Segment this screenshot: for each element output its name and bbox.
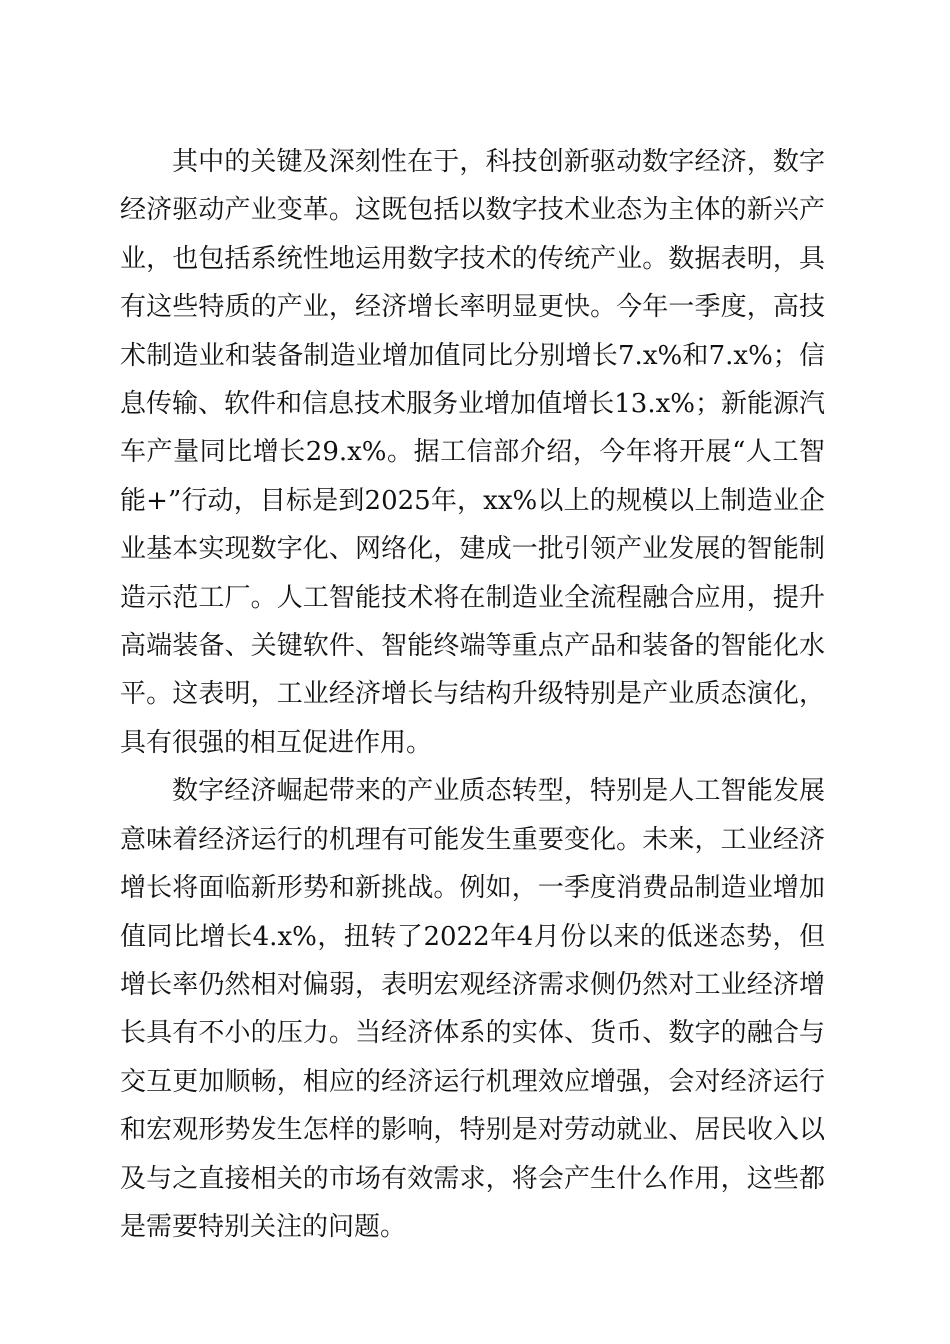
paragraph-2: 数字经济崛起带来的产业质态转型，特别是人工智能发展意味着经济运行的机理有可能发生重要变化。未来，工业经济增长将面临新形势和新挑战。例如，一季度消费品制造业增加值同比增长4.x%，扭转了2022年4月份以来的低迷态势，但增长率仍然相对偏弱，表明宏观经济需求侧仍然对工业经济增长具有不小的压力。当经济体系的实体、货币、数字的融合与交互更加顺畅，相应的经济运行机理效应增强，会对经济运行和宏观形势发生怎样的影响，特别是对劳动就业、居民收入以及与之直接相关的市场有效需求，将会产生什么作用，这些都是需要特别关注的问题。 — [120, 776, 825, 1242]
document-body — [120, 138, 825, 1251]
paragraph-1: 其中的关键及深刻性在于，科技创新驱动数字经济，数字经济驱动产业变革。这既包括以数字技术业态为主体的新兴产业，也包括系统性地运用数字技术的传统产业。数据表明，具有这些特质的产业，经济增长率明显更快。今年一季度，高技术制造业和装备制造业增加值同比分别增长7.x%和7.x%；信息传输、软件和信息技术服务业增加值增长13.x%；新能源汽车产量同比增长29.x%。据工信部介绍，今年将开展“人工智能+”行动，目标是到2025年，xx%以上的规模以上制造业企业基本实现数字化、网络化，建成一批引领产业发展的智能制造示范工厂。人工智能技术将在制造业全流程融合应用，提升高端装备、关键软件、智能终端等重点产品和装备的智能化水平。这表明，工业经济增长与结构升级特别是产业质态演化，具有很强的相互促进作用。 — [120, 147, 825, 758]
